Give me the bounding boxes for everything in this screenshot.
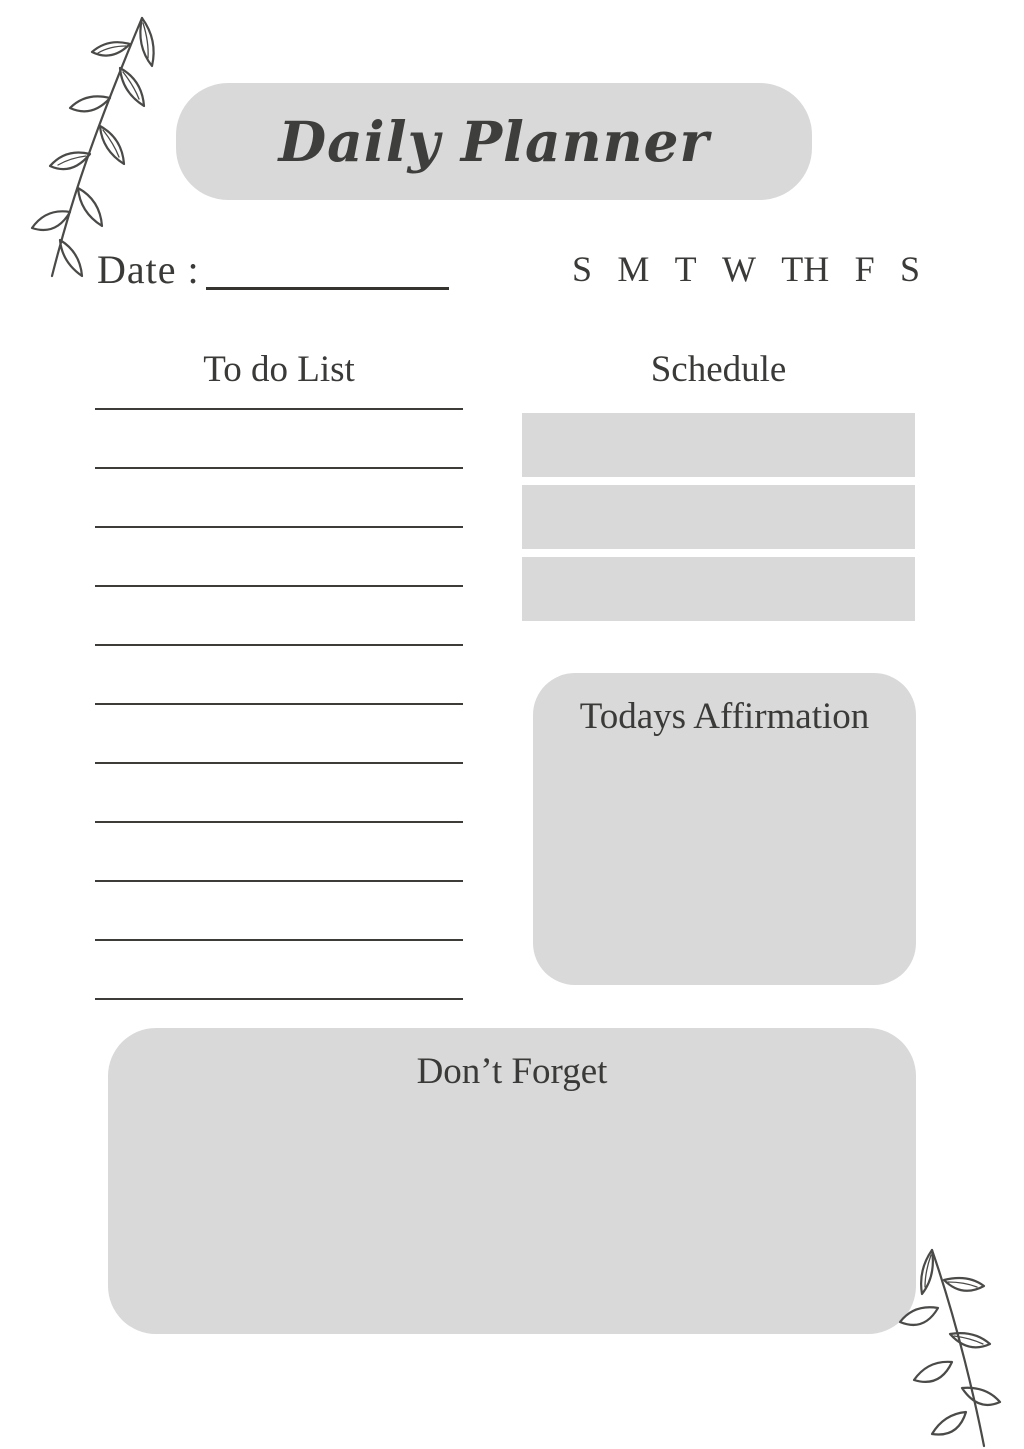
date-blank-line[interactable] xyxy=(206,287,449,290)
todo-heading: To do List xyxy=(203,349,355,390)
todo-line[interactable] xyxy=(95,880,463,939)
schedule-heading: Schedule xyxy=(650,349,787,390)
todo-line[interactable] xyxy=(95,821,463,880)
page-title: Daily Planner xyxy=(278,109,710,174)
day-item-sunday[interactable]: S xyxy=(572,249,593,289)
schedule-slot[interactable] xyxy=(522,413,915,477)
day-item-wednesday[interactable]: W xyxy=(721,249,756,289)
schedule-slot[interactable] xyxy=(522,557,915,621)
dont-forget-heading: Don’t Forget xyxy=(416,1051,608,1092)
date-label: Date : xyxy=(97,247,200,292)
title-banner xyxy=(176,83,812,200)
todo-line[interactable] xyxy=(95,467,463,526)
day-item-monday[interactable]: M xyxy=(617,249,650,289)
weekday-strip xyxy=(572,250,920,290)
todo-line[interactable] xyxy=(95,762,463,821)
leaf-branch-icon xyxy=(16,6,166,278)
todo-line[interactable] xyxy=(95,703,463,762)
day-item-tuesday[interactable]: T xyxy=(674,249,697,289)
todo-line[interactable] xyxy=(95,526,463,585)
affirmation-card[interactable] xyxy=(533,673,916,985)
todo-line[interactable] xyxy=(95,408,463,467)
day-item-thursday[interactable]: TH xyxy=(781,249,830,289)
leaf-branch-icon xyxy=(892,1240,1014,1448)
day-item-saturday[interactable]: S xyxy=(899,249,920,289)
todo-list xyxy=(95,408,463,1057)
dont-forget-card[interactable] xyxy=(108,1028,916,1334)
schedule-slots xyxy=(522,413,915,629)
day-item-friday[interactable]: F xyxy=(854,249,875,289)
todo-line[interactable] xyxy=(95,939,463,998)
todo-line[interactable] xyxy=(95,644,463,703)
todo-line[interactable] xyxy=(95,585,463,644)
affirmation-heading: Todays Affirmation xyxy=(579,696,870,737)
schedule-slot[interactable] xyxy=(522,485,915,549)
